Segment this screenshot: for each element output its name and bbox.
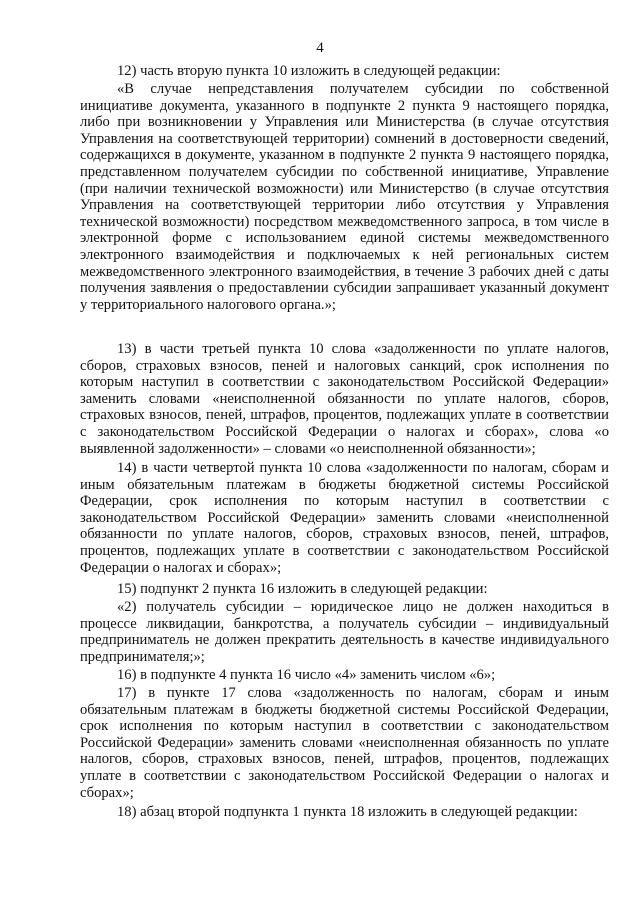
paragraph-quote-subitem-2: «2) получатель субсидии – юридическое лицо не должен находиться в процессе ликвидации, банкротства, а получатель субсидии – индивидуальный предприниматель не должен прекратить деятельность в качестве индивидуального предпринимателя;»; (80, 599, 609, 665)
paragraph-item-15: 15) подпункт 2 пункта 16 изложить в следующей редакции: (117, 581, 488, 597)
paragraph-quote-condition: «В случае непредставления получателем субсидии по собственной инициативе документа, указанного в подпункте 2 пункта 9 настоящего порядка, либо при возникновении у Управления или Министерства (в случае отсутствия Управления на соответствующей территории) сомнений в достоверности сведений, содержащихся в документе, указанном в подпункте 2 пункта 9 настоящего порядка, представленном получателем субсидии по собственной инициативе, Управление (при наличии технической возможности) или Министерство (в случае отсутствия Управления на соответствующей территории либо отсутствия у Управления технической возможности) посредством межведомственного запроса, в том числе в электронной форме с использованием единой системы межведомственного электронного взаимодействия и подключаемых к ней региональных систем межведомственного электронного взаимодействия, в течение 3 рабочих дней с даты получения заявления о предоставлении субсидии запрашивает указанный документ у территориального налогового органа.»; (80, 81, 609, 313)
paragraph-item-12: 12) часть вторую пункта 10 изложить в следующей редакции: (117, 63, 501, 79)
paragraph-item-18: 18) абзац второй подпункта 1 пункта 18 изложить в следующей редакции: (117, 804, 578, 820)
paragraph-item-13: 13) в части третьей пункта 10 слова «задолженности по уплате налогов, сборов, страховых взносов, пеней и налоговых санкций, срок исполнения по которым наступил в соответствии с законодательством Российской Федерации» заменить словами «неисполненной обязанности по уплате налогов, сборов, страховых взносов, пеней, штрафов, процентов, подлежащих уплате в соответствии с законодательством Российской Федерации о налогах и сборах», слова «о выявленной задолженности» – словами «о неисполненной обязанности»; (80, 341, 609, 457)
page-number: 4 (316, 40, 324, 56)
paragraph-item-16: 16) в подпункте 4 пункта 16 число «4» заменить числом «6»; (117, 667, 496, 683)
paragraph-item-14: 14) в части четвертой пункта 10 слова «задолженности по налогам, сборам и иным обязательным платежам в бюджеты бюджетной системы Российской Федерации, срок исполнения по которым наступил в соответствии с законодательством Российской Федерации» заменить словами «неисполненной обязанности по уплате налогов, сборов, страховых взносов, пеней, штрафов, процентов, подлежащих уплате в соответствии с законодательством Российской Федерации о налогах и сборах»; (80, 460, 609, 576)
paragraph-item-17: 17) в пункте 17 слова «задолженность по налогам, сборам и иным обязательным платежам в бюджеты бюджетной системы Российской Федерации, срок исполнения по которым наступил в соответствии с законодательством Российской Федерации» заменить словами «неисполненная обязанность по уплате налогов, сборов, страховых взносов, пеней, штрафов, процентов, подлежащих уплате в соответствии с законодательством Российской Федерации о налогах и сборах»; (80, 685, 609, 801)
